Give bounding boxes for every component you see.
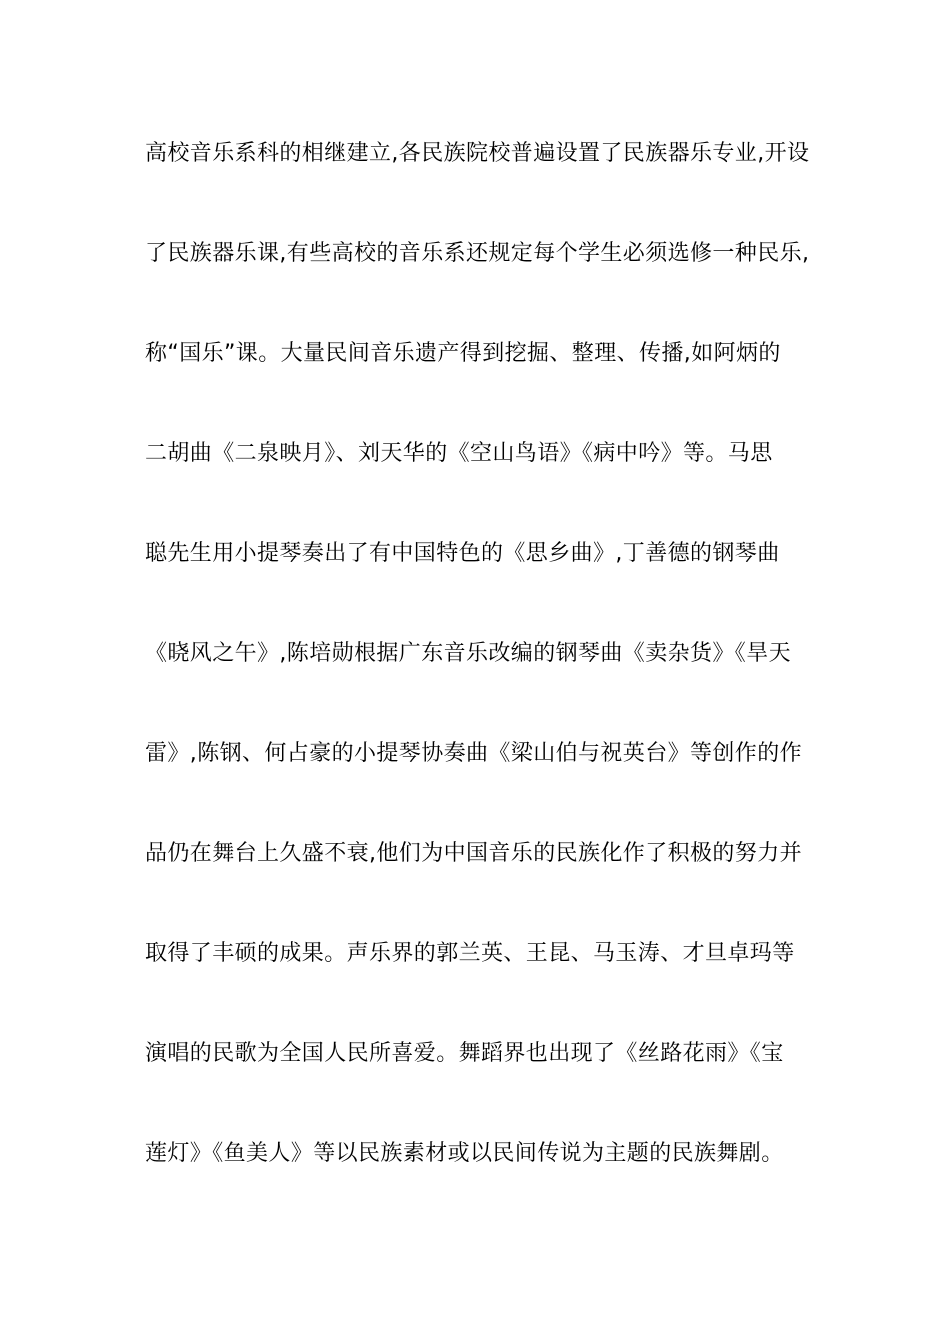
text-line: 《晓风之午》,陈培勋根据广东音乐改编的钢琴曲《卖杂货》《旱天	[145, 641, 791, 666]
text-line: 取得了丰硕的成果。声乐界的郭兰英、王昆、马玉涛、才旦卓玛等	[145, 941, 795, 966]
text-line: 品仍在舞台上久盛不衰,他们为中国音乐的民族化作了积极的努力并	[145, 841, 802, 866]
body-paragraph	[145, 132, 815, 1232]
text-line: 雷》,陈钢、何占豪的小提琴协奏曲《梁山伯与祝英台》等创作的作	[145, 741, 802, 766]
text-line: 二胡曲《二泉映月》、刘天华的《空山鸟语》《病中吟》等。马思	[145, 441, 773, 466]
text-line: 聪先生用小提琴奏出了有中国特色的《思乡曲》,丁善德的钢琴曲	[145, 541, 780, 566]
text-line: 高校音乐系科的相继建立,各民族院校普遍设置了民族器乐专业,开设	[145, 141, 810, 166]
text-line: 称“国乐”课。大量民间音乐遗产得到挖掘、整理、传播,如阿炳的	[145, 341, 781, 366]
text-line: 了民族器乐课,有些高校的音乐系还规定每个学生必须选修一种民乐,	[145, 241, 810, 266]
text-line: 莲灯》《鱼美人》等以民族素材或以民间传说为主题的民族舞剧。	[145, 1141, 784, 1166]
text-line: 演唱的民歌为全国人民所喜爱。舞蹈界也出现了《丝路花雨》《宝	[145, 1041, 784, 1066]
